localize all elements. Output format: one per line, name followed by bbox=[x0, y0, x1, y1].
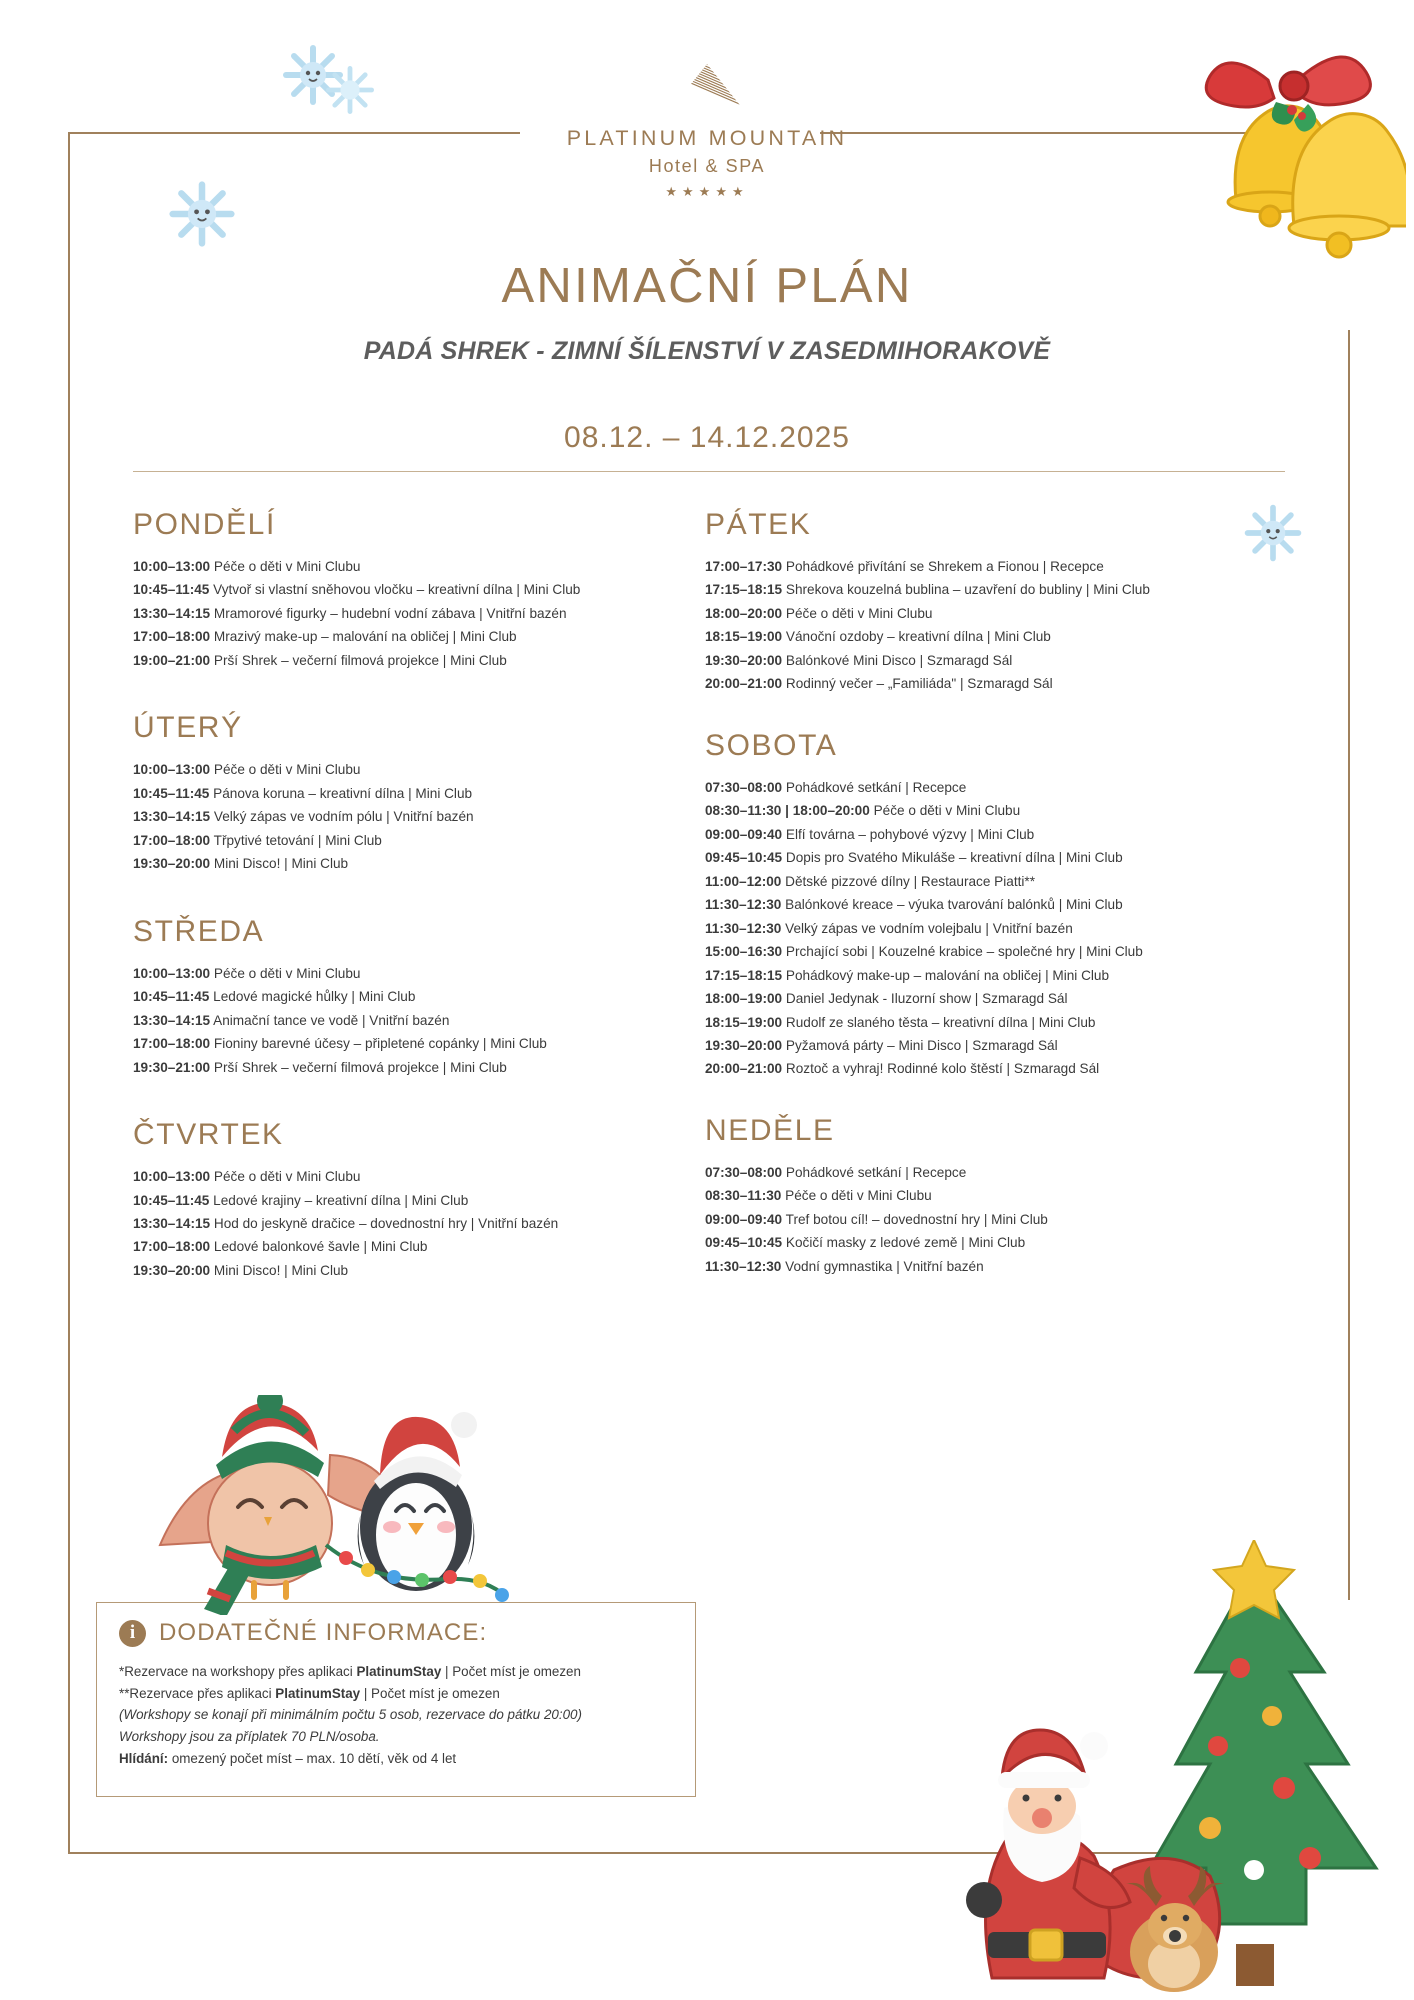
frame-gap-bottom-right bbox=[1210, 1600, 1390, 1880]
schedule-event bbox=[705, 918, 1305, 939]
schedule-event bbox=[133, 1190, 693, 1211]
schedule-event bbox=[133, 830, 693, 851]
event-description: Péče o děti v Mini Clubu bbox=[785, 1188, 932, 1204]
page-title: ANIMAČNÍ PLÁN bbox=[501, 259, 913, 313]
event-time: 13:30–14:15 bbox=[133, 1012, 211, 1028]
event-description: Dopis pro Svatého Mikuláše – kreativní dílna | Mini Club bbox=[785, 850, 1123, 866]
event-description: Ledové magické hůlky | Mini Club bbox=[213, 989, 416, 1005]
event-description: Kočičí masky z ledové země | Mini Club bbox=[785, 1235, 1026, 1251]
schedule-event bbox=[705, 824, 1305, 845]
event-time: 10:00–13:00 bbox=[133, 1169, 211, 1185]
event-description: Ledové krajiny – kreativní dílna | Mini Club bbox=[213, 1192, 469, 1208]
info-icon: i bbox=[119, 1620, 146, 1647]
event-time: 09:45–10:45 bbox=[705, 1235, 783, 1251]
info-text: | Počet míst je omezen bbox=[360, 1685, 500, 1701]
event-description: Balónkové kreace – výuka tvarování balónků | Mini Club bbox=[785, 897, 1123, 913]
page-subtitle: PADÁ SHREK - ZIMNÍ ŠÍLENSTVÍ V ZASEDMIHORAKOVĚ bbox=[363, 337, 1051, 365]
schedule-event bbox=[133, 556, 693, 577]
schedule-event bbox=[705, 579, 1305, 600]
info-line bbox=[119, 1726, 673, 1748]
date-range: 08.12. – 14.12.2025 bbox=[564, 421, 850, 454]
event-time: 18:00–20:00 bbox=[705, 605, 783, 621]
event-description: Péče o děti v Mini Clubu bbox=[213, 965, 361, 981]
schedule-event bbox=[705, 626, 1305, 647]
event-description: Mini Disco! | Mini Club bbox=[213, 856, 349, 872]
info-text: **Rezervace přes aplikaci bbox=[119, 1685, 276, 1701]
event-time: 18:15–19:00 bbox=[705, 629, 783, 645]
schedule-event bbox=[133, 783, 693, 804]
event-time: 10:45–11:45 bbox=[133, 582, 210, 598]
event-time: 13:30–14:15 bbox=[133, 809, 211, 825]
schedule-event bbox=[705, 1162, 1305, 1183]
event-description: Tref botou cíl! – dovednostní hry | Mini Club bbox=[785, 1211, 1048, 1227]
event-description: Prchající sobi | Kouzelné krabice – společné hry | Mini Club bbox=[785, 944, 1143, 960]
schedule-event bbox=[133, 806, 693, 827]
day-title: PÁTEK bbox=[705, 508, 812, 541]
header-divider bbox=[133, 471, 1285, 472]
event-time: 17:15–18:15 bbox=[705, 582, 783, 598]
event-time: 19:30–20:00 bbox=[705, 652, 783, 668]
event-description: Pohádkové setkání | Recepce bbox=[785, 779, 967, 795]
event-time: 13:30–14:15 bbox=[133, 605, 211, 621]
event-description: Velký zápas ve vodním pólu | Vnitřní bazén bbox=[213, 809, 474, 825]
event-time: 20:00–21:00 bbox=[705, 676, 783, 692]
event-time: 20:00–21:00 bbox=[705, 1061, 783, 1077]
schedule-event bbox=[133, 626, 693, 647]
event-time: 19:30–20:00 bbox=[133, 1262, 211, 1278]
schedule-event bbox=[705, 673, 1305, 694]
event-description: Péče o děti v Mini Clubu bbox=[213, 1169, 361, 1185]
event-time: 11:00–12:00 bbox=[705, 873, 782, 889]
day-block bbox=[133, 508, 693, 671]
schedule-event bbox=[133, 1236, 693, 1257]
event-time: 09:00–09:40 bbox=[705, 826, 783, 842]
event-description: Pyžamová párty – Mini Disco | Szmaragd Sál bbox=[785, 1037, 1058, 1053]
info-line bbox=[119, 1661, 673, 1683]
brand-stars: ★★★★★ bbox=[665, 184, 749, 199]
schedule-column-right bbox=[705, 508, 1305, 1311]
schedule-event bbox=[133, 603, 693, 624]
event-time: 19:00–21:00 bbox=[133, 652, 211, 668]
day-block bbox=[133, 915, 693, 1078]
event-time: 10:45–11:45 bbox=[133, 1192, 210, 1208]
schedule-event bbox=[705, 941, 1305, 962]
schedule-event bbox=[705, 1209, 1305, 1230]
event-time: 17:00–18:00 bbox=[133, 1036, 211, 1052]
day-block bbox=[133, 711, 693, 874]
brand-logo bbox=[0, 62, 1414, 200]
schedule-event bbox=[133, 650, 693, 671]
event-time: 18:15–19:00 bbox=[705, 1014, 783, 1030]
event-description: Třpytivé tetování | Mini Club bbox=[213, 832, 382, 848]
event-time: 10:00–13:00 bbox=[133, 965, 211, 981]
event-time: 07:30–08:00 bbox=[705, 779, 783, 795]
schedule-event bbox=[133, 579, 693, 600]
schedule-event bbox=[705, 894, 1305, 915]
event-description: Péče o děti v Mini Clubu bbox=[873, 803, 1021, 819]
event-time: 19:30–20:00 bbox=[133, 856, 211, 872]
event-description: Shrekova kouzelná bublina – uzavření do bubliny | Mini Club bbox=[785, 582, 1150, 598]
event-description: Fioniny barevné účesy – připletené copánky | Mini Club bbox=[213, 1036, 547, 1052]
schedule-event bbox=[705, 556, 1305, 577]
schedule-event bbox=[705, 988, 1305, 1009]
mountain-logo-icon bbox=[642, 62, 772, 118]
event-time: 15:00–16:30 bbox=[705, 944, 783, 960]
event-description: Animační tance ve vodě | Vnitřní bazén bbox=[213, 1012, 450, 1028]
event-description: Velký zápas ve vodním volejbalu | Vnitřní bazén bbox=[785, 920, 1073, 936]
info-line bbox=[119, 1704, 673, 1726]
event-description: Vytvoř si vlastní sněhovou vločku – kreativní dílna | Mini Club bbox=[213, 582, 581, 598]
event-time: 08:30–11:30 | 18:00–20:00 bbox=[705, 803, 870, 819]
schedule-event bbox=[705, 1232, 1305, 1253]
event-time: 08:30–11:30 bbox=[705, 1188, 782, 1204]
additional-info-header bbox=[119, 1619, 673, 1647]
schedule-event bbox=[705, 1256, 1305, 1277]
event-description: Péče o děti v Mini Clubu bbox=[213, 762, 361, 778]
schedule-event bbox=[705, 1035, 1305, 1056]
day-block bbox=[705, 729, 1305, 1080]
event-time: 10:00–13:00 bbox=[133, 762, 211, 778]
schedule-column-left bbox=[133, 508, 693, 1321]
schedule-event bbox=[133, 986, 693, 1007]
day-block bbox=[705, 1114, 1305, 1277]
day-title: ÚTERÝ bbox=[133, 711, 243, 745]
event-description: Prší Shrek – večerní filmová projekce | Mini Club bbox=[213, 652, 507, 668]
event-time: 10:00–13:00 bbox=[133, 559, 211, 574]
event-description: Pohádkový make-up – malování na obličej | Mini Club bbox=[785, 967, 1110, 983]
event-description: Roztoč a vyhraj! Rodinné kolo štěstí | Szmaragd Sál bbox=[785, 1061, 1100, 1077]
additional-info-lines bbox=[119, 1661, 673, 1770]
event-description: Péče o děti v Mini Clubu bbox=[213, 559, 361, 574]
schedule-event bbox=[705, 1058, 1305, 1079]
brand-subtitle: Hotel & SPA bbox=[648, 156, 766, 176]
event-description: Mrazivý make-up – malování na obličej | Mini Club bbox=[213, 629, 517, 645]
brand-name: PLATINUM MOUNTAIN bbox=[566, 126, 848, 150]
event-description: Pánova koruna – kreativní dílna | Mini Club bbox=[213, 785, 473, 801]
event-description: Dětské pizzové dílny | Restaurace Piatti** bbox=[785, 873, 1035, 889]
info-text: (Workshopy se konají při minimálním počtu 5 osob, rezervace do pátku 20:00) bbox=[119, 1707, 582, 1723]
event-description: Vodní gymnastika | Vnitřní bazén bbox=[785, 1258, 984, 1274]
day-title: PONDĚLÍ bbox=[133, 508, 276, 541]
event-time: 13:30–14:15 bbox=[133, 1215, 211, 1231]
event-description: Mini Disco! | Mini Club bbox=[213, 1262, 349, 1278]
schedule-event bbox=[133, 1260, 693, 1281]
schedule-event bbox=[133, 963, 693, 984]
event-description: Pohádkové přivítání se Shrekem a Fionou | Recepce bbox=[785, 559, 1104, 574]
event-time: 17:00–18:00 bbox=[133, 832, 211, 848]
info-text: | Počet míst je omezen bbox=[441, 1664, 581, 1679]
event-description: Daniel Jedynak - Iluzorní show | Szmaragd Sál bbox=[785, 991, 1068, 1007]
event-time: 19:30–21:00 bbox=[133, 1059, 211, 1075]
event-description: Balónkové Mini Disco | Szmaragd Sál bbox=[785, 652, 1013, 668]
event-time: 19:30–20:00 bbox=[705, 1037, 783, 1053]
info-text: omezený počet míst – max. 10 dětí, věk od 4 let bbox=[168, 1750, 457, 1766]
event-description: Pohádkové setkání | Recepce bbox=[785, 1164, 967, 1180]
event-description: Rodinný večer – „Familiáda" | Szmaragd Sál bbox=[785, 676, 1053, 692]
day-title: ČTVRTEK bbox=[133, 1118, 284, 1152]
event-time: 18:00–19:00 bbox=[705, 991, 783, 1007]
event-time: 17:00–18:00 bbox=[133, 1239, 211, 1255]
event-description: Vánoční ozdoby – kreativní dílna | Mini Club bbox=[785, 629, 1051, 645]
schedule-event bbox=[705, 1012, 1305, 1033]
info-text-strong: Hlídání: bbox=[119, 1750, 169, 1766]
event-description: Prší Shrek – večerní filmová projekce | Mini Club bbox=[213, 1059, 507, 1075]
schedule-event bbox=[133, 1033, 693, 1054]
event-description: Ledové balonkové šavle | Mini Club bbox=[213, 1239, 428, 1255]
info-text: *Rezervace na workshopy přes aplikaci bbox=[119, 1664, 357, 1679]
schedule-event bbox=[705, 965, 1305, 986]
event-time: 09:00–09:40 bbox=[705, 1211, 783, 1227]
info-text-strong: PlatinumStay bbox=[356, 1664, 442, 1679]
event-description: Rudolf ze slaného těsta – kreativní dílna | Mini Club bbox=[785, 1014, 1096, 1030]
day-block bbox=[705, 508, 1305, 695]
event-time: 10:45–11:45 bbox=[133, 989, 210, 1005]
event-description: Péče o děti v Mini Clubu bbox=[785, 605, 933, 621]
event-time: 10:45–11:45 bbox=[133, 785, 210, 801]
additional-info-box bbox=[96, 1602, 696, 1797]
schedule-event bbox=[705, 603, 1305, 624]
event-time: 07:30–08:00 bbox=[705, 1164, 783, 1180]
schedule-event bbox=[133, 759, 693, 780]
day-block bbox=[133, 1118, 693, 1281]
event-description: Mramorové figurky – hudební vodní zábava | Vnitřní bazén bbox=[213, 605, 567, 621]
info-line bbox=[119, 1683, 673, 1705]
event-time: 09:45–10:45 bbox=[705, 850, 783, 866]
info-text-strong: PlatinumStay bbox=[275, 1685, 361, 1701]
event-description: Elfí továrna – pohybové výzvy | Mini Club bbox=[785, 826, 1035, 842]
day-title: STŘEDA bbox=[133, 914, 265, 948]
schedule-event bbox=[705, 777, 1305, 798]
schedule-event bbox=[133, 1010, 693, 1031]
info-line bbox=[119, 1748, 673, 1770]
event-time: 17:00–18:00 bbox=[133, 629, 211, 645]
event-time: 17:15–18:15 bbox=[705, 967, 783, 983]
day-title: SOBOTA bbox=[705, 728, 838, 762]
schedule-event bbox=[705, 800, 1305, 821]
schedule-event bbox=[705, 650, 1305, 671]
schedule-event bbox=[133, 1213, 693, 1234]
schedule-event bbox=[705, 847, 1305, 868]
additional-info-title: DODATEČNÉ INFORMACE: bbox=[159, 1619, 488, 1646]
schedule-event bbox=[133, 853, 693, 874]
day-title: NEDĚLE bbox=[705, 1113, 835, 1147]
event-time: 11:30–12:30 bbox=[705, 897, 782, 913]
schedule-event bbox=[705, 1185, 1305, 1206]
event-time: 11:30–12:30 bbox=[705, 1258, 782, 1274]
schedule-event bbox=[705, 871, 1305, 892]
event-description: Hod do jeskyně dračice – dovednostní hry | Vnitřní bazén bbox=[213, 1215, 559, 1231]
event-time: 17:00–17:30 bbox=[705, 559, 783, 574]
schedule-event bbox=[133, 1057, 693, 1078]
event-time: 11:30–12:30 bbox=[705, 920, 782, 936]
info-text: Workshopy jsou za příplatek 70 PLN/osoba. bbox=[119, 1729, 380, 1745]
schedule-event bbox=[133, 1166, 693, 1187]
